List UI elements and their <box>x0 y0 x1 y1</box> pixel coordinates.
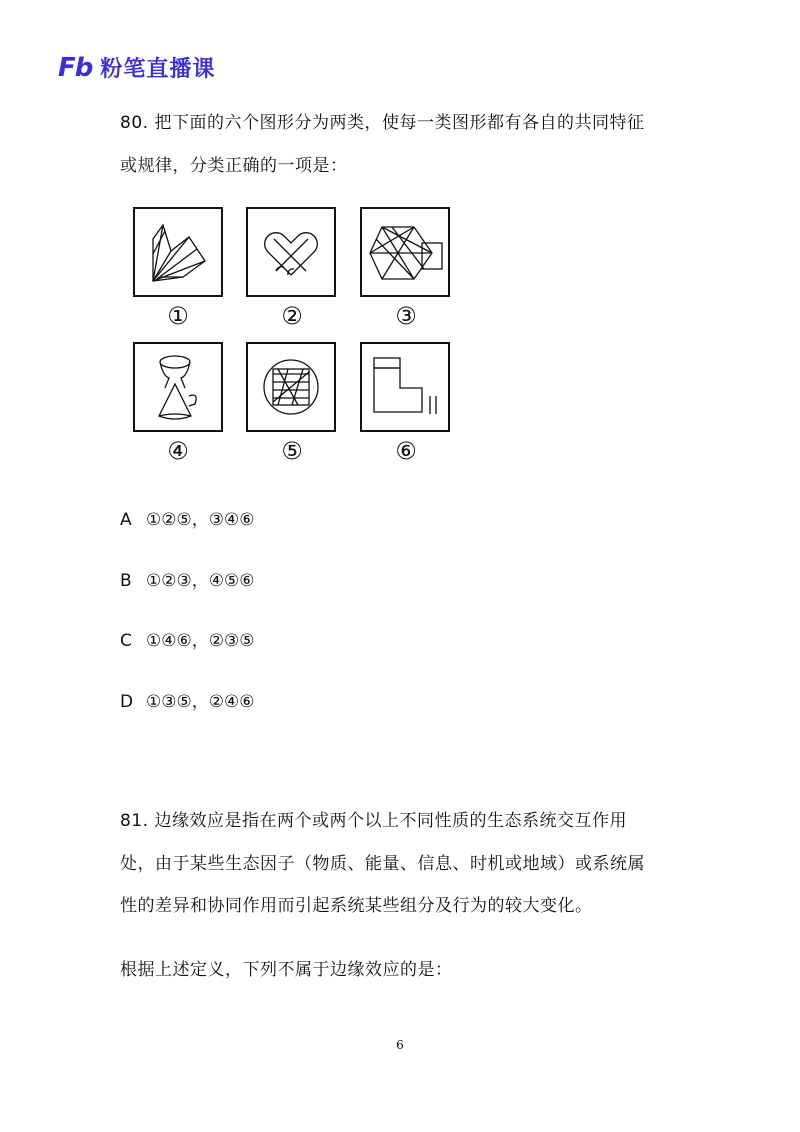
question-81-line-2: 处，由于某些生态因子（物质、能量、信息、时机或地域）或系统属 <box>120 854 645 874</box>
brand-logo <box>58 52 215 83</box>
option-b-text: ①②③，④⑤⑥ <box>146 571 255 591</box>
page-number: 6 <box>396 1038 404 1052</box>
option-a[interactable] <box>120 505 254 530</box>
option-c[interactable] <box>120 626 254 651</box>
option-c-letter: C <box>120 631 132 651</box>
brand-name: 粉笔直播课 <box>100 57 216 82</box>
question-81-line-3: 性的差异和协同作用而引起系统某些组分及行为的较大变化。 <box>120 896 593 916</box>
figure-4-label: ④ <box>167 437 189 465</box>
option-d-text: ①③⑤，②④⑥ <box>146 692 255 712</box>
figure-1 <box>133 207 223 297</box>
hexagon-with-square-figure-icon <box>362 209 448 295</box>
figure-4 <box>133 342 223 432</box>
figure-1-label: ① <box>167 302 189 330</box>
option-b[interactable] <box>120 566 254 591</box>
option-d-letter: D <box>120 692 134 712</box>
figure-5 <box>246 342 336 432</box>
option-a-text: ①②⑤，③④⑥ <box>146 510 255 530</box>
option-a-letter: A <box>120 510 132 530</box>
question-80-line-2: 或规律，分类正确的一项是： <box>120 156 348 176</box>
option-c-text: ①④⑥，②③⑤ <box>146 631 255 651</box>
circle-with-lines-figure-icon <box>248 344 334 430</box>
interlaced-heart-figure-icon <box>248 209 334 295</box>
question-80-line-1: 80. 把下面的六个图形分为两类，使每一类图形都有各自的共同特征 <box>120 113 645 133</box>
figure-5-label: ⑤ <box>281 437 303 465</box>
figure-2 <box>246 207 336 297</box>
folded-l-shape-figure-icon <box>135 209 221 295</box>
figure-2-label: ② <box>281 302 303 330</box>
figure-6 <box>360 342 450 432</box>
option-b-letter: B <box>120 571 132 591</box>
l-block-with-bars-figure-icon <box>362 344 448 430</box>
option-d[interactable] <box>120 687 254 712</box>
logo-mark: Fb <box>58 52 93 83</box>
figure-3 <box>360 207 450 297</box>
cup-on-cone-figure-icon <box>135 344 221 430</box>
figure-6-label: ⑥ <box>395 437 417 465</box>
question-81-line-4: 根据上述定义，下列不属于边缘效应的是： <box>120 960 453 980</box>
question-81-line-1: 81. 边缘效应是指在两个或两个以上不同性质的生态系统交互作用 <box>120 811 627 831</box>
figure-3-label: ③ <box>395 302 417 330</box>
